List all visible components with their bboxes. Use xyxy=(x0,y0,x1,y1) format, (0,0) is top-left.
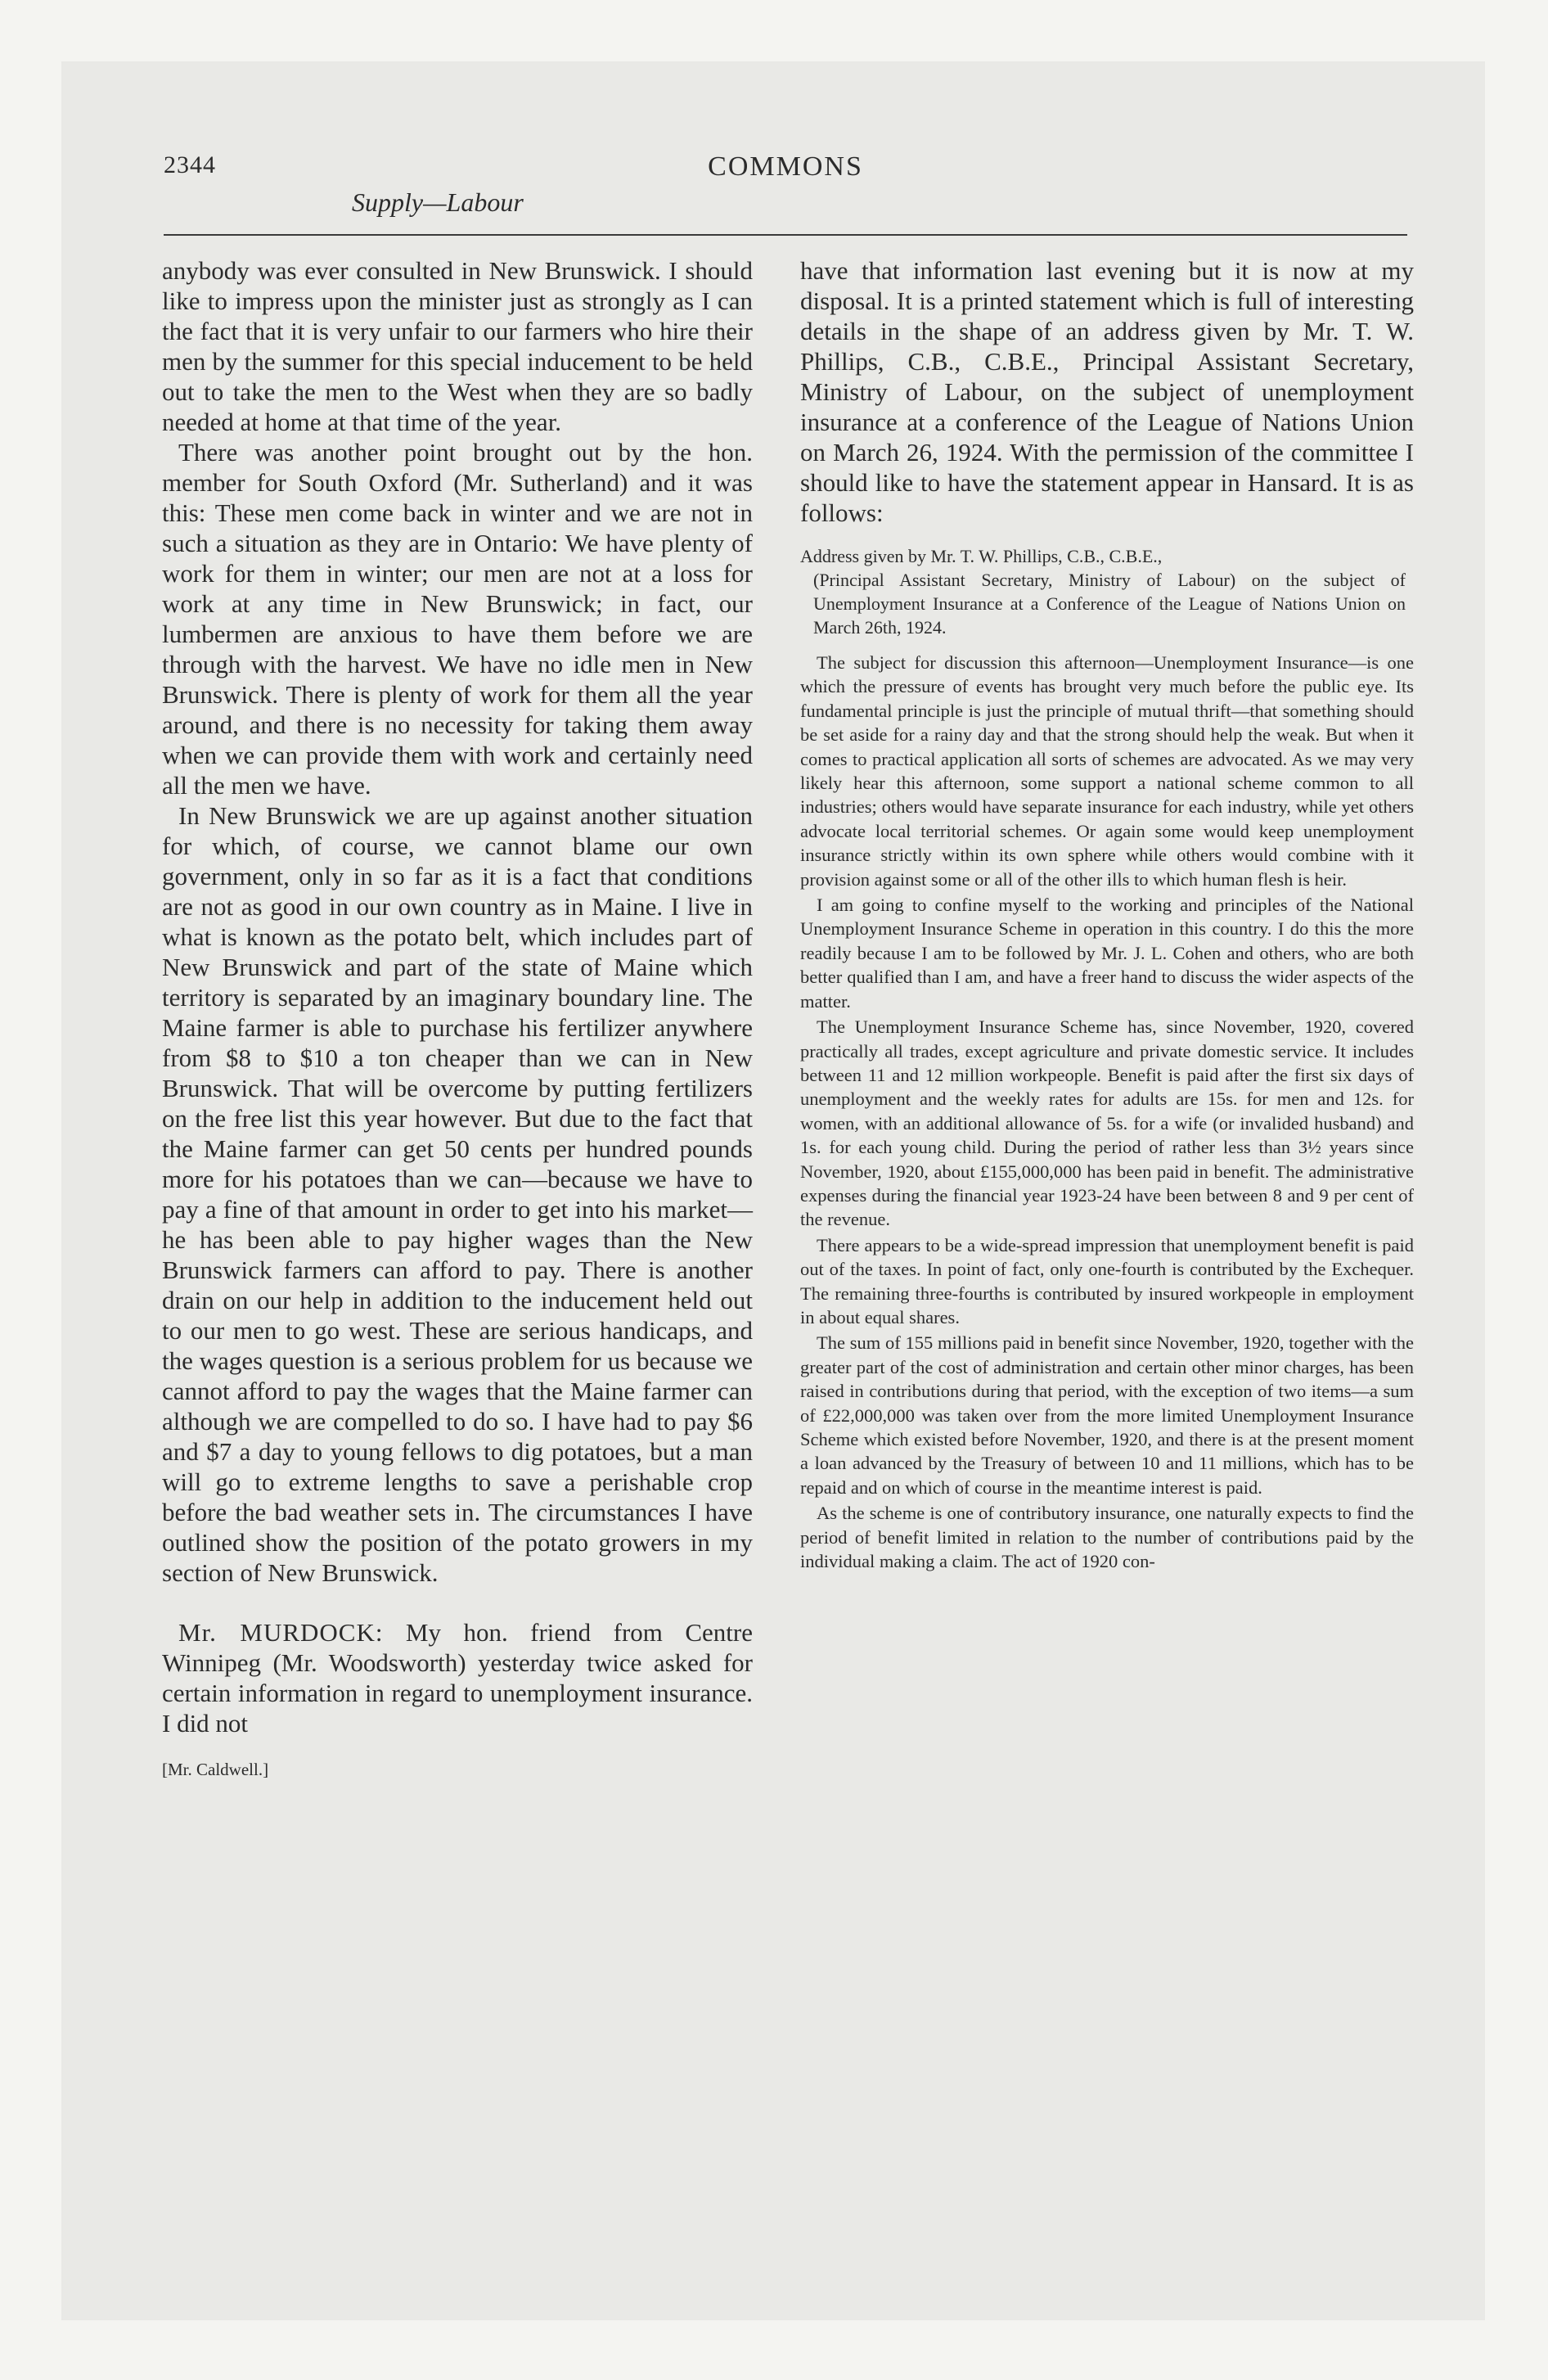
header-rule xyxy=(164,234,1407,236)
paragraph: There appears to be a wide-spread impression that unemployment benefit is paid out of the taxes. In point of fact, only one-fourth is contributed by the Exchequer. The remaining three-fourths is contributed by insured workpeople in employment in about equal shares. xyxy=(800,1234,1414,1327)
page-header xyxy=(164,151,1407,233)
address-heading xyxy=(800,544,1414,639)
section-title: Supply—Labour xyxy=(352,187,524,217)
house-title: COMMONS xyxy=(708,151,863,182)
page-number: 2344 xyxy=(164,151,216,178)
paragraph: The Unemployment Insurance Scheme has, since November, 1920, covered practically all trades, except agriculture and private domestic service. It includes between 11 and 12 million workpeople. Benefit is paid after the first six days of unemployment and the weekly rates for adults are 15s. for men and 12s. for women, with an additional allowance of 5s. for a wife (or invalided husband) and 1s. for each young child. During the period of rather less than 3½ years since November, 1920, about £155,000,000 has been paid in benefit. The administrative expenses during the financial year 1923-24 have been between 8 and 9 per cent of the revenue. xyxy=(800,1016,1414,1230)
right-column xyxy=(800,255,1414,1573)
speaker-paragraph xyxy=(162,1617,753,1738)
address-heading-detail: (Principal Assistant Secretary, Ministry of Labour) on the subject of Unemployment Insurance at a Conference of the League of Nations Union on March 26th, 1924. xyxy=(813,570,1406,638)
attribution: [Mr. Caldwell.] xyxy=(162,1760,269,1779)
paragraph: have that information last evening but it is now at my disposal. It is a printed statement which is full of interesting details in the shape of an address given by Mr. T. W. Phillips, C.B., C.B.E., Principal Assistant Secretary, Ministry of Labour, on the subject of unemployment insurance at a conference of the League of Nations Union on March 26, 1924. With the permission of the committee I should like to have the statement appear in Hansard. It is as follows: xyxy=(800,256,1414,527)
paragraph: As the scheme is one of contributory insurance, one naturally expects to find the period of benefit limited in relation to the number of contributions paid by the individual making a claim. The act of 1920 con- xyxy=(800,1503,1414,1572)
paragraph: In New Brunswick we are up against another situation for which, of course, we cannot blame our own government, only in so far as it is a fact that conditions are not as good in our own country as in Maine. I live in what is known as the potato belt, which includes part of New Brunswick and part of the state of Maine which territory is separated by an imaginary boundary line. The Maine farmer is able to purchase his fertilizer anywhere from $8 to $10 a ton cheaper than we can in New Brunswick. That will be overcome by putting fertilizers on the free list this year however. But due to the fact that the Maine farmer can get 50 cents per hundred pounds more for his potatoes than we can—because we have to pay a fine of that amount in order to get into his market—he has been able to pay higher wages than the New Brunswick farmers can afford to pay. There is another drain on our help in addition to the inducement held out to our men to go west. These are serious handicaps, and the wages question is a serious problem for us because we cannot afford to pay the wages that the Maine farmer can although we are compelled to do so. I have had to pay $6 and $7 a day to young fellows to dig potatoes, but a man will go to extreme lengths to save a perishable crop before the bad weather sets in. The circumstances I have outlined show the position of the potato growers in my section of New Brunswick. xyxy=(162,801,753,1587)
paragraph: anybody was ever consulted in New Brunswick. I should like to impress upon the minister just as strongly as I can the fact that it is very unfair to our farmers who hire their men by the summer for this special inducement to be held out to take the men to the West when they are so badly needed at home at that time of the year. xyxy=(162,256,753,436)
left-column xyxy=(162,255,753,1781)
speaker-name: Mr. MURDOCK: xyxy=(178,1618,384,1647)
paragraph: I am going to confine myself to the working and principles of the National Unemployment Insurance Scheme in operation in this country. I do this the more readily because I am to be followed by Mr. J. L. Cohen and others, who are both better qualified than I am, and have a freer hand to discuss the wider aspects of the matter. xyxy=(800,895,1414,1012)
paragraph: There was another point brought out by the hon. member for South Oxford (Mr. Sutherland) and it was this: These men come back in winter and we are not in such a situation as they are in Ontario: We have plenty of work for them in winter; our men are not at a loss for work at any time in New Brunswick; in fact, our lumbermen are anxious to have them before we are through with the harvest. We have no idle men in New Brunswick. There is plenty of work for them all the year around, and there is no necessity for taking them away when we can provide them with work and certainly need all the men we have. xyxy=(162,438,753,800)
paragraph: The sum of 155 millions paid in benefit since November, 1920, together with the greater part of the cost of administration and certain other minor charges, has been raised in contributions during that period, with the exception of two items—a sum of £22,000,000 was taken over from the more limited Unemployment Insurance Scheme which existed before November, 1920, and there is at the present moment a loan advanced by the Treasury of between 10 and 11 millions, which has to be repaid and on which of course in the meantime interest is paid. xyxy=(800,1332,1414,1498)
speaker-text: My hon. friend from Centre Winnipeg (Mr. Woodsworth) yesterday twice asked for certain information in regard to unemployment insurance. I did not xyxy=(162,1618,753,1738)
address-heading-line: Address given by Mr. T. W. Phillips, C.B., C.B.E., xyxy=(800,546,1163,566)
paragraph: The subject for discussion this afternoon—Unemployment Insurance—is one which the pressure of events has brought very much before the public eye. Its fundamental principle is just the principle of mutual thrift—that something should be set aside for a rainy day and that the strong should help the weak. But when it comes to practical application all sorts of schemes are advocated. As we may very likely hear this afternoon, some support a national scheme common to all industries; others would have separate insurance for each industry, while yet others advocate local territorial schemes. Or again some would keep unemployment insurance strictly within its own sphere while others would combine with it provision against some or all of the other ills to which human flesh is heir. xyxy=(800,652,1414,890)
